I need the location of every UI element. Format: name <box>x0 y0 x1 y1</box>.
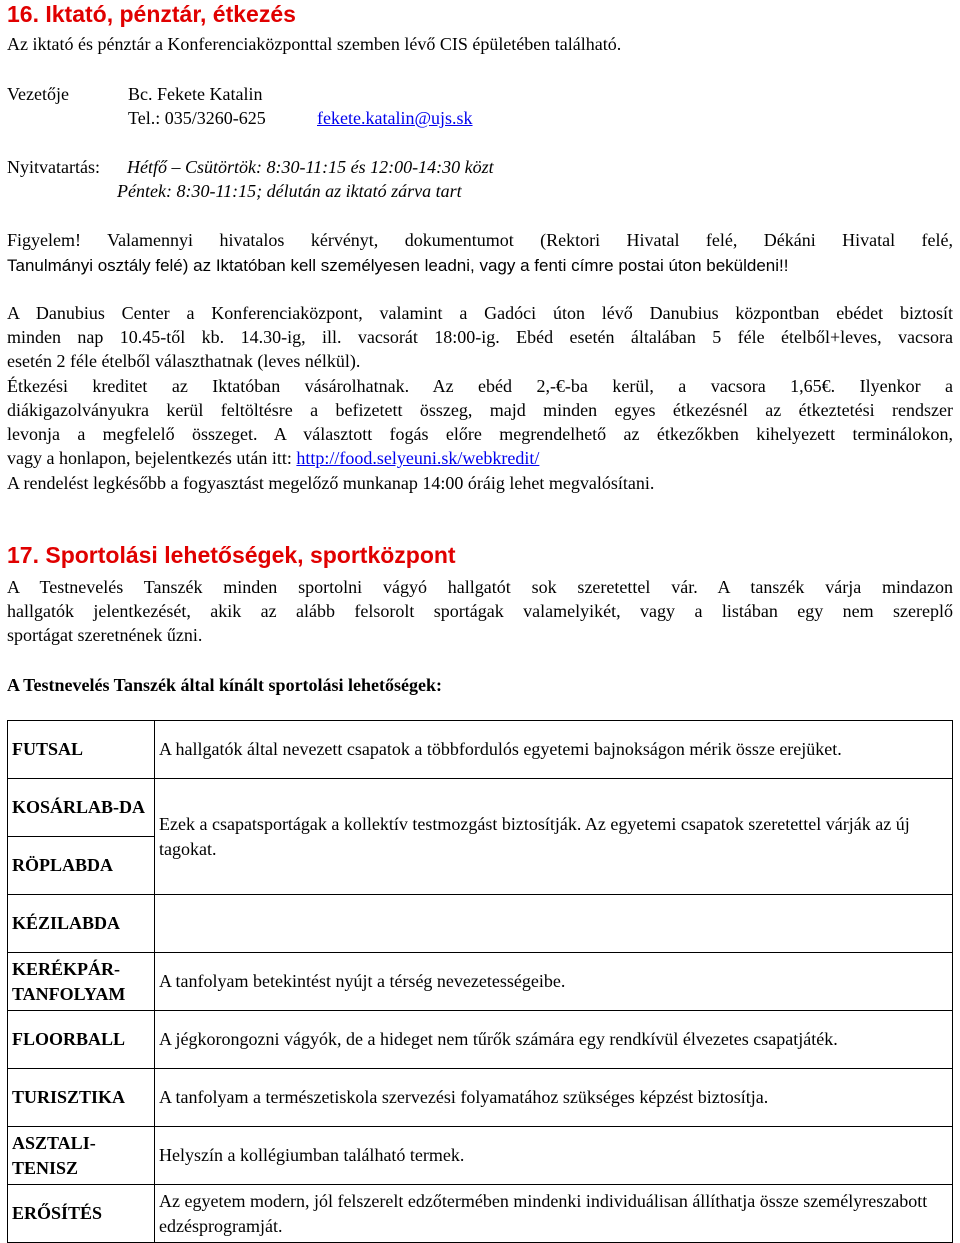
section-16-intro: Az iktató és pénztár a Konferenciaközponttal szemben lévő CIS épületében található. <box>7 34 622 54</box>
credit-line-1: Étkezési kreditet az Iktatóban vásárolhatnak. Az ebéd 2,-€-ba kerül, a vacsora 1,65€. Ilyenkor a <box>7 376 953 396</box>
sport-description: A tanfolyam betekintést nyújt a térség nevezetességeibe. <box>155 953 953 1011</box>
table-row <box>8 1069 953 1127</box>
hours-label: Nyitvatartás: <box>7 157 100 177</box>
sport-name: KOSÁRLAB-DA <box>8 779 155 837</box>
head-tel: Tel.: 035/3260-625 <box>128 108 266 128</box>
sport-name: FLOORBALL <box>8 1011 155 1069</box>
warning-line-2: Tanulmányi osztály felé) az Iktatóban kell személyesen leadni, vagy a fenti címre postai úton beküldeni!! <box>7 256 789 275</box>
credit-line-4-text: vagy a honlapon, bejelentkezés után itt: <box>7 448 297 468</box>
credit-line-3: levonja a megfelelő összeget. A választott fogás előre megrendelhető az étkezőkben kihelyezett terminálokon, <box>7 424 953 444</box>
sport-intro-line-1: A Testnevelés Tanszék minden sportolni vágyó hallgatót sok szeretettel vár. A tanszék várja mindazon <box>7 577 953 597</box>
sport-name: KÉZILABDA <box>8 895 155 953</box>
table-row <box>8 1185 953 1243</box>
sport-description: A jégkorongozni vágyók, de a hideget nem tűrők számára egy rendkívül élvezetes csapatjáték. <box>155 1011 953 1069</box>
sport-description: Ezek a csapatsportágak a kollektív testmozgást biztosítják. Az egyetemi csapatok szeretettel várják az új tagokat. <box>155 779 953 895</box>
sport-name: ASZTALI-TENISZ <box>8 1127 155 1185</box>
table-row <box>8 895 953 953</box>
section-17-title: 17. Sportolási lehetőségek, sportközpont <box>7 542 456 568</box>
danubius-line-1: A Danubius Center a Konferenciaközpont, valamint a Gadóci úton lévő Danubius központban ebédet biztosít <box>7 303 953 323</box>
head-name: Bc. Fekete Katalin <box>128 84 263 104</box>
head-label: Vezetője <box>7 84 69 104</box>
hours-line-1: Hétfő – Csütörtök: 8:30-11:15 és 12:00-14:30 közt <box>127 157 494 177</box>
sport-name: ERŐSÍTÉS <box>8 1185 155 1243</box>
sport-offer-heading: A Testnevelés Tanszék által kínált sportolási lehetőségek: <box>7 675 443 695</box>
sport-intro-line-3: sportágat szeretnének űzni. <box>7 625 203 645</box>
credit-line-5: A rendelést legkésőbb a fogyasztást megelőző munkanap 14:00 óráig lehet megvalósítani. <box>7 473 655 493</box>
danubius-line-3: esetén 2 féle ételből választhatnak (leves nélkül). <box>7 351 361 371</box>
head-email-link[interactable]: fekete.katalin@ujs.sk <box>317 108 473 128</box>
table-row <box>8 1127 953 1185</box>
sport-description: A hallgatók által nevezett csapatok a többfordulós egyetemi bajnokságon mérik össze erejüket. <box>155 721 953 779</box>
sport-name: FUTSAL <box>8 721 155 779</box>
credit-line-4 <box>7 448 539 469</box>
sport-name: RÖPLABDA <box>8 837 155 895</box>
sport-intro-line-2: hallgatók jelentkezését, akik az alább felsorolt sportágak valamelyikét, vagy a listában egy nem szereplő <box>7 601 953 621</box>
hours-line-2: Péntek: 8:30-11:15; délután az iktató zárva tart <box>117 181 462 201</box>
sport-name: TURISZTIKA <box>8 1069 155 1127</box>
sport-description: Helyszín a kollégiumban található termek. <box>155 1127 953 1185</box>
credit-line-2: diákigazolványukra kerül feltöltésre a befizetett összeg, majd minden egyes étkezésnél az étkeztetési rendszer <box>7 400 953 420</box>
table-row <box>8 779 953 837</box>
sports-table <box>7 720 953 1243</box>
sport-name: KERÉKPÁR-TANFOLYAM <box>8 953 155 1011</box>
sport-description: A tanfolyam a természetiskola szervezési folyamatához szükséges képzést biztosítja. <box>155 1069 953 1127</box>
warning-line-1: Figyelem! Valamennyi hivatalos kérvényt, dokumentumot (Rektori Hivatal felé, Dékáni Hivatal felé, <box>7 230 953 250</box>
webkredit-link[interactable]: http://food.selyeuni.sk/webkredit/ <box>296 448 540 468</box>
sport-description: Az egyetem modern, jól felszerelt edzőtermében mindenki individuálisan állíthatja össze személyreszabott edzésprogramját. <box>155 1185 953 1243</box>
sport-description <box>155 895 953 953</box>
table-row <box>8 953 953 1011</box>
table-row <box>8 1011 953 1069</box>
table-row <box>8 721 953 779</box>
danubius-line-2: minden nap 10.45-től kb. 14.30-ig, ill. vacsorát 18:00-ig. Ebéd esetén általában 5 féle ételből+leves, vacsora <box>7 327 953 347</box>
section-16-title: 16. Iktató, pénztár, étkezés <box>7 1 296 27</box>
